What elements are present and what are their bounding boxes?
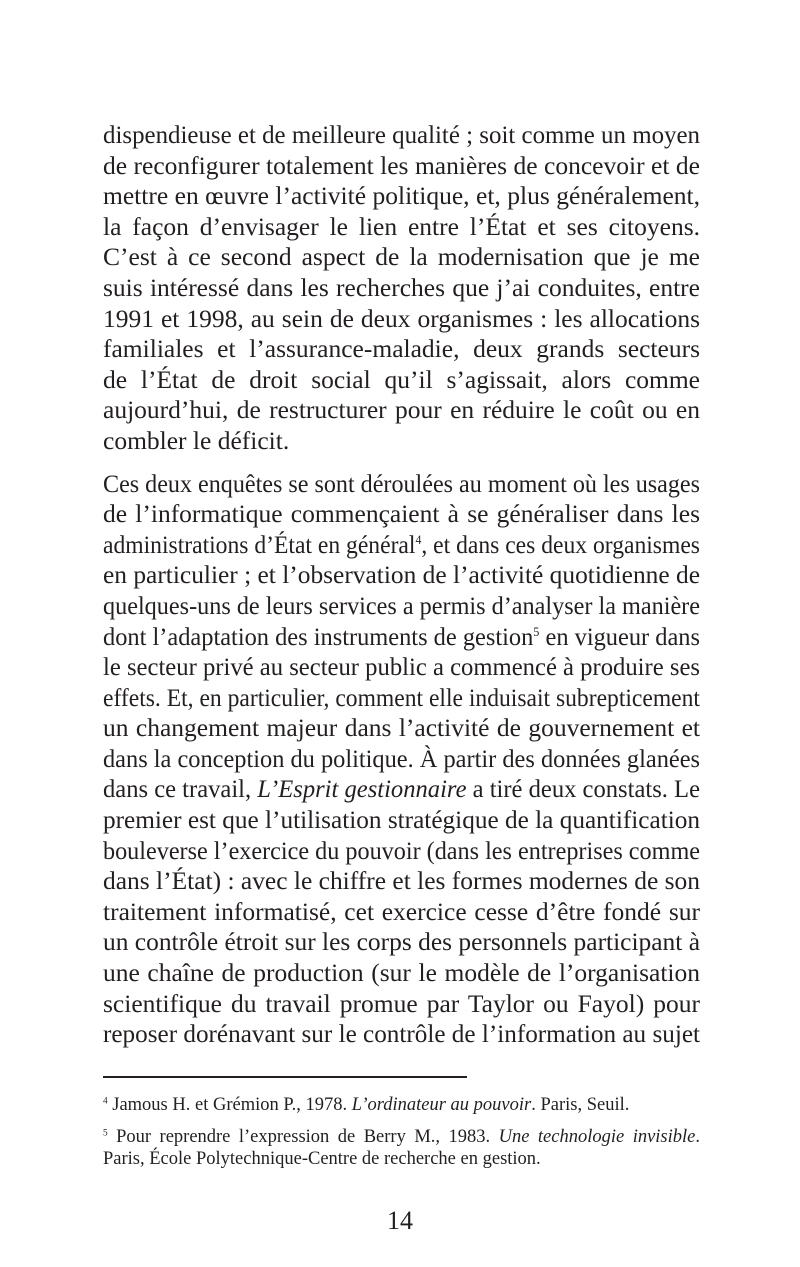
text-run: le secteur privé au secteur public a commencé à produire ses xyxy=(103,652,700,682)
text-line xyxy=(103,774,700,805)
text-run: reposer dorénavant sur le contrôle de l’information au sujet xyxy=(103,1019,700,1049)
text-line xyxy=(103,897,700,928)
text-run: . xyxy=(695,1127,700,1147)
text-run: Pour reprendre l’expression de Berry M., 1983. xyxy=(107,1127,499,1147)
text-run: une chaîne de production (sur le modèle de l’organisation xyxy=(103,958,700,988)
text-run: , et dans ces deux organismes xyxy=(421,529,700,559)
text-line xyxy=(103,591,700,622)
text-line xyxy=(103,1019,700,1050)
text-run: dans la conception du politique. À partir des données glanées xyxy=(103,743,700,773)
text-line xyxy=(103,530,700,561)
text-run: de reconfigurer totalement les manières de concevoir et de xyxy=(103,150,700,180)
paragraph xyxy=(103,120,700,457)
text-run: familiales et l’assurance-maladie, deux grands secteurs xyxy=(103,334,700,364)
text-line xyxy=(103,273,700,304)
text-line xyxy=(103,181,700,212)
footnote-ref: 4 xyxy=(415,532,422,547)
text-line xyxy=(103,713,700,744)
footnotes xyxy=(103,1094,700,1180)
text-line xyxy=(103,683,700,714)
text-line xyxy=(103,365,700,396)
text-line xyxy=(103,560,700,591)
text-run: administrations d’État en général xyxy=(103,529,416,559)
text-run: C’est à ce second aspect de la modernisation que je me xyxy=(103,242,700,272)
text-line xyxy=(103,652,700,683)
footnote-ref: 4 xyxy=(103,1096,108,1107)
text-line xyxy=(103,1094,700,1116)
text-run: dont l’adaptation des instruments de gestion xyxy=(103,621,534,651)
text-run: dans l’État) : avec le chiffre et les formes modernes de son xyxy=(103,866,700,896)
italic-title: L’Esprit gestionnaire xyxy=(257,774,467,804)
text-line xyxy=(103,1148,700,1170)
text-line xyxy=(103,212,700,243)
footnote xyxy=(103,1094,700,1116)
text-run: la façon d’envisager le lien entre l’État et ses citoyens. xyxy=(103,211,700,241)
text-run: Ces deux enquêtes se sont déroulées au moment où les usages xyxy=(103,468,700,498)
text-line xyxy=(103,1126,700,1148)
footnote-ref: 5 xyxy=(103,1128,108,1139)
text-run: a tiré deux constats. Le xyxy=(466,774,700,804)
text-run: traitement informatisé, cet exercice cesse d’être fondé sur xyxy=(103,896,700,926)
text-line xyxy=(103,958,700,989)
text-run: dispendieuse et de meilleure qualité ; soit comme un moyen xyxy=(103,120,700,149)
text-line xyxy=(103,469,700,500)
text-line xyxy=(103,927,700,958)
page-number: 14 xyxy=(387,1206,413,1235)
text-run: un changement majeur dans l’activité de gouvernement et xyxy=(103,713,700,743)
text-run: quelques-uns de leurs services a permis d’analyser la manière xyxy=(103,590,700,620)
text-run: mettre en œuvre l’activité politique, et, plus généralement, xyxy=(103,181,700,211)
text-run: suis intéressé dans les recherches que j’ai conduites, entre xyxy=(103,272,700,302)
italic-title: L’ordinateur au pouvoir xyxy=(351,1095,532,1115)
text-line xyxy=(103,866,700,897)
text-run: en particulier ; et l’observation de l’activité quotidienne de xyxy=(103,560,700,590)
text-line xyxy=(103,744,700,775)
italic-title: Une technologie invisible xyxy=(498,1127,696,1147)
text-run: 1991 et 1998, au sein de deux organismes : les allocations xyxy=(103,303,700,333)
text-run: premier est que l’utilisation stratégique de la quantification xyxy=(103,805,700,835)
text-run: scientifique du travail promue par Taylor ou Fayol) pour xyxy=(103,988,700,1018)
paragraph xyxy=(103,469,700,1050)
body-text xyxy=(103,120,700,1062)
text-run: en vigueur dans xyxy=(539,621,700,651)
text-run: . Paris, Seuil. xyxy=(531,1095,630,1115)
text-line xyxy=(103,805,700,836)
text-run: un contrôle étroit sur les corps des personnels participant à xyxy=(103,927,700,957)
text-line xyxy=(103,836,700,867)
text-line xyxy=(103,622,700,653)
text-run: bouleverse l’exercice du pouvoir (dans les entreprises comme xyxy=(103,835,700,865)
text-line xyxy=(103,120,700,151)
text-run: dans ce travail, xyxy=(103,774,258,804)
text-line xyxy=(103,151,700,182)
text-line xyxy=(103,242,700,273)
footnote-separator xyxy=(103,1076,467,1078)
text-line xyxy=(103,989,700,1020)
text-run: de l’informatique commençaient à se généraliser dans les xyxy=(103,499,700,529)
text-line xyxy=(103,499,700,530)
footnote xyxy=(103,1126,700,1170)
text-line xyxy=(103,334,700,365)
text-run: effets. Et, en particulier, comment elle induisait subrepticement xyxy=(103,682,700,712)
text-line xyxy=(103,395,700,426)
text-run: de l’État de droit social qu’il s’agissait, alors comme xyxy=(103,364,700,394)
text-run: aujourd’hui, de restructurer pour en réduire le coût ou en xyxy=(103,395,700,425)
text-line xyxy=(103,426,700,457)
text-run: Paris, École Polytechnique-Centre de recherche en gestion. xyxy=(103,1149,541,1169)
text-line xyxy=(103,304,700,335)
footnote-ref: 5 xyxy=(533,624,540,639)
text-run: combler le déficit. xyxy=(103,425,290,455)
text-run: Jamous H. et Grémion P., 1978. xyxy=(107,1095,352,1115)
